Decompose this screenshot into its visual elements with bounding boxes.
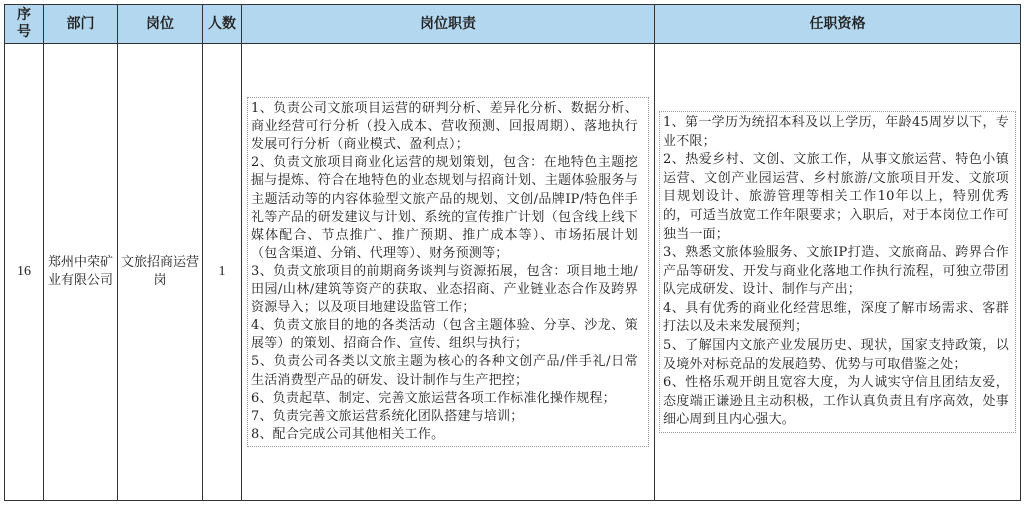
cell-index: 16 <box>5 44 44 501</box>
cell-position: 文旅招商运营岗 <box>118 44 203 501</box>
header-row <box>5 5 1021 44</box>
duty-item: 8、配合完成公司其他相关工作。 <box>251 426 445 442</box>
duty-item: 1、负责公司文旅项目运营的研判分析、差异化分析、数据分析、商业经营可行分析（投入成本、营收预测、回报周期）、落地执行发展可行分析（商业模式、盈利点）； <box>251 101 638 153</box>
cell-department: 郑州中荣矿业有限公司 <box>44 44 118 501</box>
requirement-item: 5、了解国内文旅产业发展历史、现状，国家支持政策，以及境外对标竞品的发展趋势、优势与可取借鉴之处； <box>663 338 1009 372</box>
duty-item: 2、负责文旅项目商业化运营的规划策划，包含：在地特色主题挖掘与提炼、符合在地特色的业态规划与招商计划、主题体验服务与主题活动等的内容体验型文旅产品的规划、文创/品牌IP/特色伴手礼等产品的研发建议与计划、系统的宣传推广计划（包含线上线下媒体配合、节点推广、推广预期、推广成本等）、市场拓展计划（包含渠道、分销、代理等）、财务预测等； <box>251 155 638 261</box>
requirement-item: 1、第一学历为统招本科及以上学历，年龄45周岁以下，专业不限； <box>663 114 1009 149</box>
duty-item: 6、负责起草、制定、完善文旅运营各项工作标准化操作规程； <box>251 390 616 406</box>
job-table <box>4 4 1021 501</box>
table-header <box>5 5 1021 44</box>
duty-item: 7、负责完善文旅运营系统化团队搭建与培训； <box>251 408 524 424</box>
header-duties: 岗位职责 <box>242 5 655 44</box>
header-count: 人数 <box>203 5 242 44</box>
header-requirements: 任职资格 <box>655 5 1021 44</box>
cell-count: 1 <box>203 44 242 501</box>
requirement-item: 2、热爱乡村、文创、文旅工作，从事文旅运营、特色小镇运营、文创产业园运营、乡村旅游/文旅项目开发、文旅项目规划设计、旅游管理等相关工作10年以上，特别优秀的，可适当放宽工作年限要求；入职后，对于本岗位工作可独当一面； <box>663 152 1009 242</box>
requirement-item: 4、具有优秀的商业化经营思维，深度了解市场需求、客群打法以及未来发展预判； <box>663 300 1009 335</box>
duty-item: 5、负责公司各类以文旅主题为核心的各种文创产品/伴手礼/日常生活消费型产品的研发、设计制作与生产把控； <box>251 354 638 388</box>
header-department: 部门 <box>44 5 118 44</box>
duties-text-box <box>247 97 649 447</box>
header-index: 序号 <box>5 5 44 44</box>
table-row <box>5 44 1021 501</box>
table-body <box>5 44 1021 501</box>
duty-item: 4、负责文旅目的地的各类活动（包含主题体验、分享、沙龙、策展等）的策划、招商合作、宣传、组织与执行； <box>251 318 638 352</box>
duty-item: 3、负责文旅项目的前期商务谈判与资源拓展，包含：项目地土地/田园/山林/建筑等资产的获取、业态招商、产业链业态合作及跨界资源导入；以及项目地建设监管工作； <box>251 263 638 316</box>
requirements-text-box <box>659 111 1016 433</box>
header-position: 岗位 <box>118 5 203 44</box>
requirement-item: 3、熟悉文旅体验服务、文旅IP打造、文旅商品、跨界合作产品等研发、开发与商业化落地工作执行流程，可独立带团队完成研发、设计、制作与产出； <box>663 245 1009 298</box>
requirement-item: 6、性格乐观开朗且宽容大度，为人诚实守信且团结友爱，态度端正谦逊且主动积极，工作认真负责且有序高效，处事细心周到且内心强大。 <box>663 375 1009 428</box>
cell-requirements <box>655 44 1021 501</box>
cell-duties <box>242 44 655 501</box>
